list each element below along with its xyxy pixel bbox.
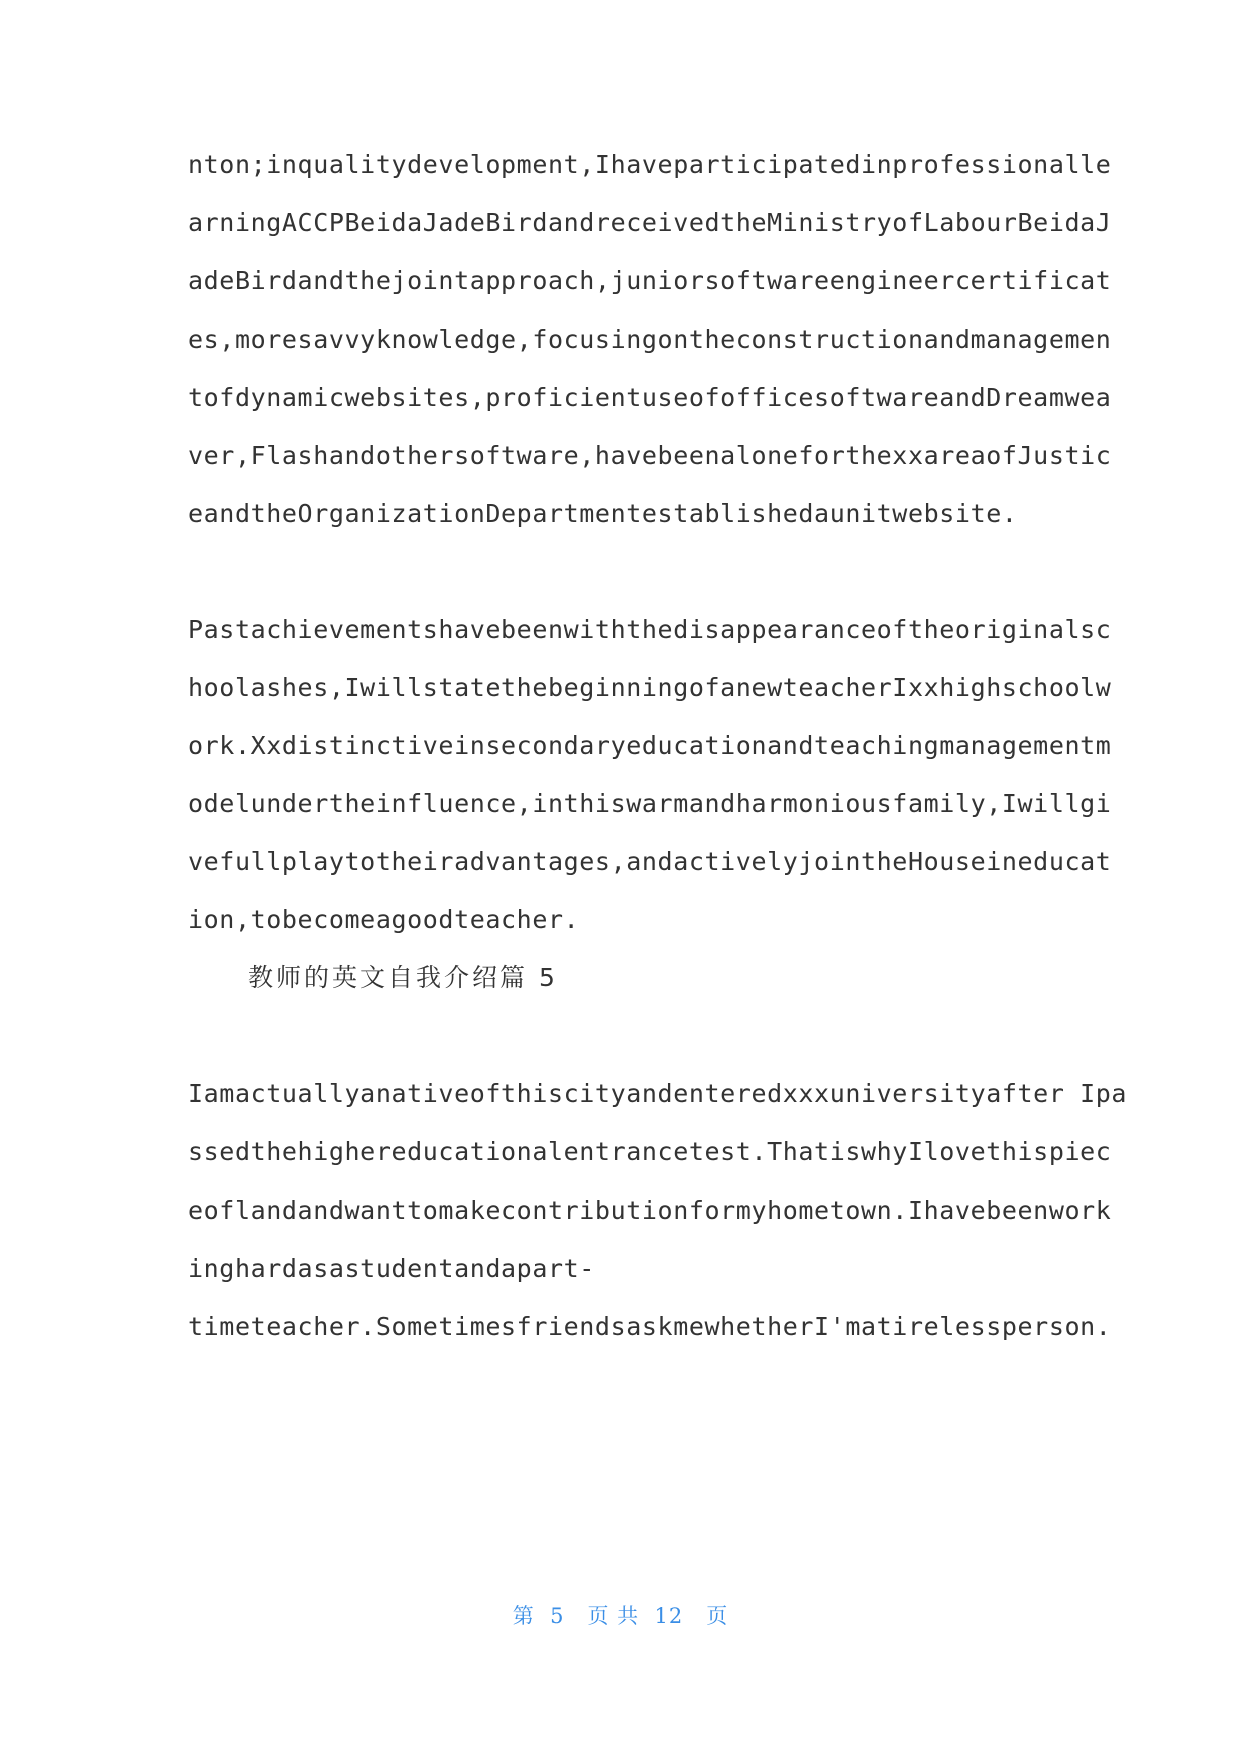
paragraph-2-line: ion,tobecomeagoodteacher. bbox=[188, 905, 580, 934]
paragraph-3-line: Iamactuallyanativeofthiscityandenteredxxxuniversityafter Ipa bbox=[188, 1079, 1128, 1108]
paragraph-1-line: nton;inqualitydevelopment,Ihaveparticipatedinprofessionalle bbox=[188, 150, 1112, 179]
paragraph-3-line: inghardasastudentandapart- bbox=[188, 1254, 595, 1283]
paragraph-3-line: timeteacher.SometimesfriendsaskmewhetherI'matirelessperson. bbox=[188, 1312, 1112, 1341]
paragraph-3-line: eoflandandwanttomakecontributionformyhometown.Ihavebeenwork bbox=[188, 1196, 1112, 1225]
paragraph-2-line: odelundertheinfluence,inthiswarmandharmoniousfamily,Iwillgi bbox=[188, 789, 1112, 818]
paragraph-1-line: tofdynamicwebsites,proficientuseofofficesoftwareandDreamwea bbox=[188, 383, 1112, 412]
page-number-footer: 第 5 页 共 12 页 bbox=[512, 1604, 729, 1628]
paragraph-3-line: ssedthehighereducationalentrancetest.ThatiswhyIlovethispiec bbox=[188, 1137, 1112, 1166]
paragraph-1-line: adeBirdandthejointapproach,juniorsoftwareengineercertificat bbox=[188, 266, 1112, 295]
paragraph-2-line: vefullplaytotheiradvantages,andactivelyjointheHouseineducat bbox=[188, 847, 1112, 876]
paragraph-1-line: es,moresavvyknowledge,focusingontheconstructionandmanagemen bbox=[188, 325, 1112, 354]
paragraph-1-line: ver,Flashandothersoftware,havebeenaloneforthexxareaofJustic bbox=[188, 441, 1112, 470]
paragraph-2-line: hoolashes,IwillstatethebeginningofanewteacherIxxhighschoolw bbox=[188, 673, 1112, 702]
paragraph-1-line: arningACCPBeidaJadeBirdandreceivedtheMinistryofLabourBeidaJ bbox=[188, 208, 1112, 237]
paragraph-2-line: Pastachievementshavebeenwiththedisappearanceoftheoriginalsc bbox=[188, 615, 1112, 644]
paragraph-2-line: ork.Xxdistinctiveinsecondaryeducationandteachingmanagementm bbox=[188, 731, 1112, 760]
paragraph-1-line: eandtheOrganizationDepartmentestablishedaunitwebsite. bbox=[188, 499, 1018, 528]
section-heading: 教师的英文自我介绍篇 5 bbox=[248, 963, 558, 992]
